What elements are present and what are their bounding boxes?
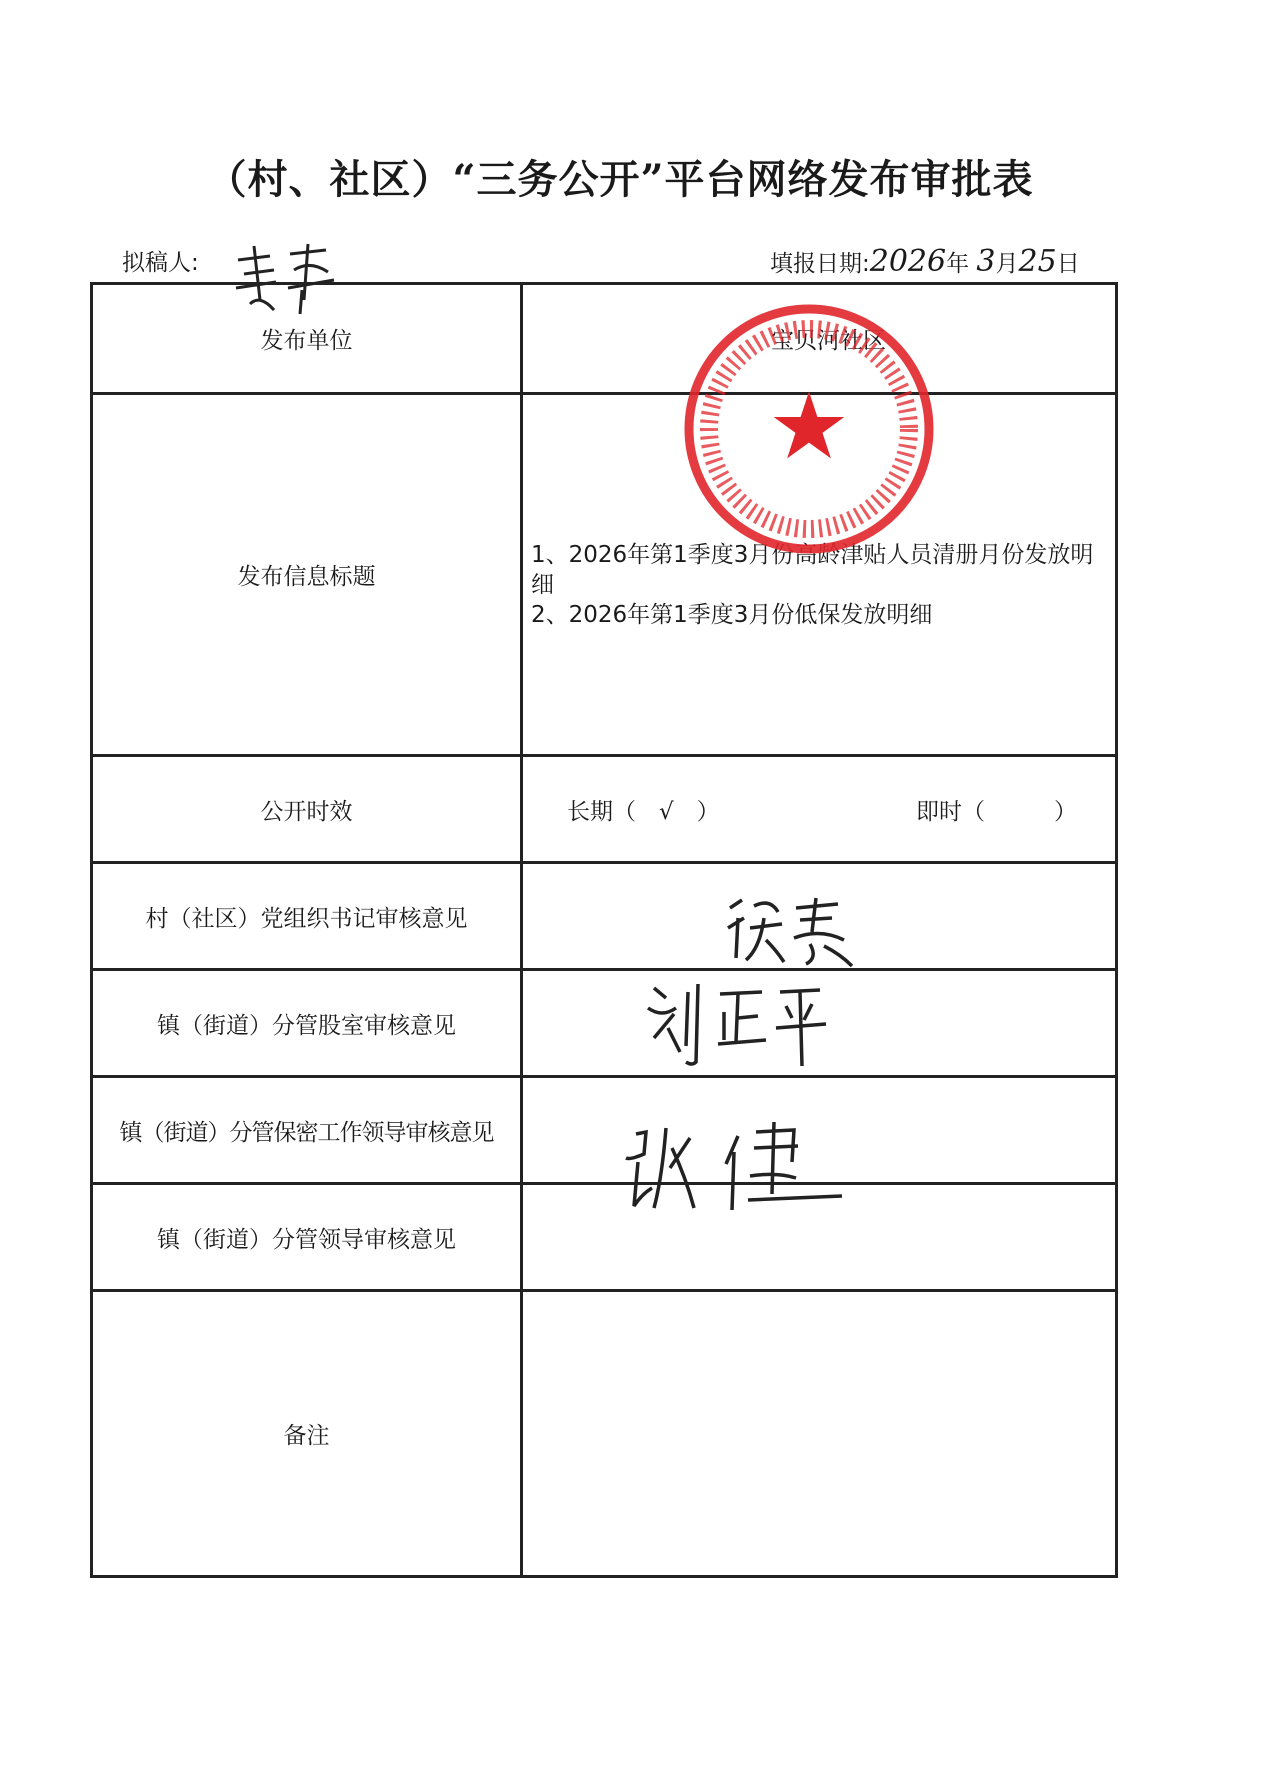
row-party-secretary (92, 863, 1117, 970)
dept-office-signature (640, 978, 830, 1068)
leader-label: 镇（街道）分管领导审核意见 (92, 1184, 522, 1291)
long-term-option: 长期（ √ ） (567, 798, 720, 825)
security-leader-signature (616, 1118, 846, 1218)
date-day-unit: 日 (1056, 251, 1080, 277)
official-seal (680, 300, 938, 558)
dept-office-label: 镇（街道）分管股室审核意见 (92, 970, 522, 1077)
remarks-label: 备注 (92, 1291, 522, 1577)
remarks-cell (522, 1291, 1117, 1577)
row-remarks (92, 1291, 1117, 1577)
title-item-1: 1、2026年第1季度3月份高龄津贴人员清册月份发放明细 (531, 541, 1094, 598)
date-month-unit: 月 (995, 251, 1019, 277)
party-secretary-signature (720, 888, 860, 968)
security-leader-label: 镇（街道）分管保密工作领导审核意见 (92, 1077, 522, 1184)
unit-label: 发布单位 (92, 284, 522, 394)
date-year-unit: 年 (946, 251, 970, 277)
unit-value: 宝贝河社区 (771, 328, 886, 354)
document-title: （村、社区）“三务公开”平台网络发布审批表 (206, 156, 1034, 203)
timeliness-label: 公开时效 (92, 756, 522, 863)
seal-star-icon: ★ (767, 373, 851, 480)
party-secretary-label: 村（社区）党组织书记审核意见 (92, 863, 522, 970)
date-month: 3 (976, 244, 996, 279)
row-titles (92, 394, 1117, 756)
timeliness-cell (522, 756, 1117, 863)
titles-label: 发布信息标题 (92, 394, 522, 756)
row-timeliness (92, 756, 1117, 863)
date-day: 25 (1018, 244, 1057, 279)
row-dept-office (92, 970, 1117, 1077)
title-item-2: 2、2026年第1季度3月份低保发放明细 (531, 601, 933, 628)
drafter-label: 拟稿人: (122, 250, 199, 276)
row-security-leader (92, 1077, 1117, 1184)
row-leader (92, 1184, 1117, 1291)
fill-date (770, 244, 1080, 279)
approval-table (90, 282, 1118, 1578)
row-unit (92, 284, 1117, 394)
immediate-option: 即时（ ） (916, 798, 1077, 825)
date-label: 填报日期: (770, 251, 870, 277)
date-year: 2026 (869, 244, 947, 279)
